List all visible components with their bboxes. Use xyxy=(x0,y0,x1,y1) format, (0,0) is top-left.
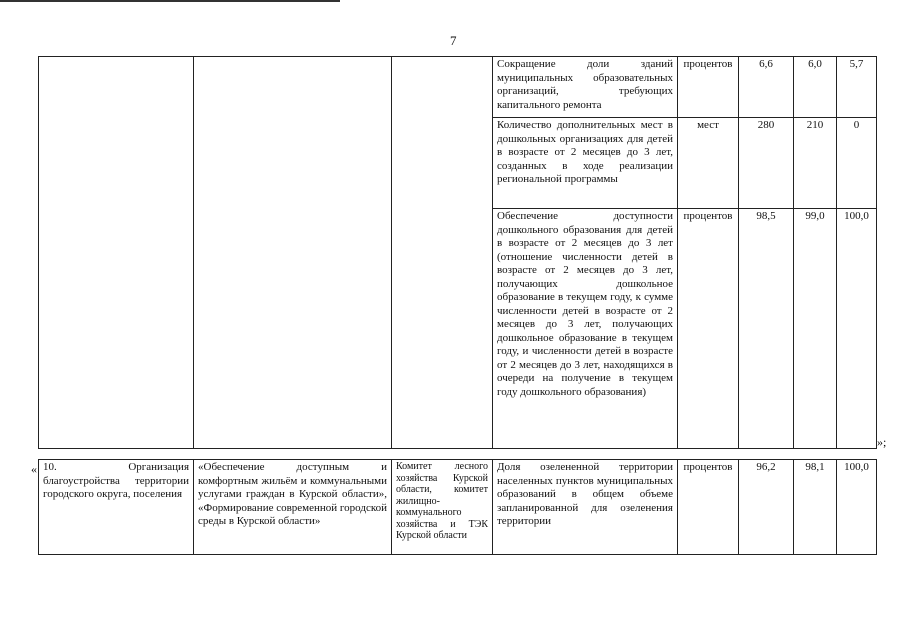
table-row xyxy=(39,460,877,555)
value-cell: 280 xyxy=(739,118,794,209)
indicator-cell: Доля озелененной территории населенных пунктов муниципальных образований в общем объеме запланированной для озеленения территории xyxy=(493,460,678,555)
value-cell: 98,5 xyxy=(739,209,794,449)
unit-cell: процентов xyxy=(678,57,739,118)
unit-cell: процентов xyxy=(678,460,739,555)
table-row xyxy=(39,57,877,118)
executor-cell: Комитет лесного хозяйства Курской области, комитет жилищно-коммунального хозяйства и ТЭК Курской области xyxy=(392,460,493,555)
opening-quote: « xyxy=(31,462,37,476)
value-cell: 0 xyxy=(837,118,877,209)
programs-cell: «Обеспечение доступным и комфортным жильём и коммунальными услугами граждан в Курской области», «Формирование современной городской среды в Курской области» xyxy=(194,460,392,555)
unit-cell: процентов xyxy=(678,209,739,449)
indicators-table-continued xyxy=(38,56,877,449)
indicator-cell: Обеспечение доступности дошкольного образования для детей в возрасте от 2 месяцев до 3 лет (отношение численности детей в возрасте от 2 месяцев до 3 лет, получающих дошкольное образование в текущем году, к сумме численности детей в возрасте от 2 месяцев до 3 лет, получающих дошкольное образование в текущем году, и численности детей в возрасте от 2 месяцев до 3 лет, находящихся в очереди на получение в текущем году дошкольного образования) xyxy=(493,209,678,449)
value-cell: 6,0 xyxy=(794,57,837,118)
indicator-cell: Сокращение доли зданий муниципальных образовательных организаций, требующих капитального ремонта xyxy=(493,57,678,118)
value-cell: 98,1 xyxy=(794,460,837,555)
value-cell: 210 xyxy=(794,118,837,209)
unit-cell: мест xyxy=(678,118,739,209)
value-cell: 5,7 xyxy=(837,57,877,118)
direction-cell-empty xyxy=(39,57,194,449)
value-cell: 100,0 xyxy=(837,209,877,449)
page-number: 7 xyxy=(450,33,457,48)
direction-cell: 10. Организация благоустройства территории городского округа, поселения xyxy=(39,460,194,555)
programs-cell-empty xyxy=(194,57,392,449)
indicator-cell: Количество дополнительных мест в дошкольных организациях для детей в возрасте от 2 месяцев до 3 лет, созданных в ходе реализации региональной программы xyxy=(493,118,678,209)
closing-quote: »; xyxy=(877,435,887,449)
value-cell: 6,6 xyxy=(739,57,794,118)
header-rule xyxy=(0,0,340,2)
value-cell: 96,2 xyxy=(739,460,794,555)
indicators-table-new-row xyxy=(38,459,877,555)
value-cell: 100,0 xyxy=(837,460,877,555)
executor-cell-empty xyxy=(392,57,493,449)
value-cell: 99,0 xyxy=(794,209,837,449)
